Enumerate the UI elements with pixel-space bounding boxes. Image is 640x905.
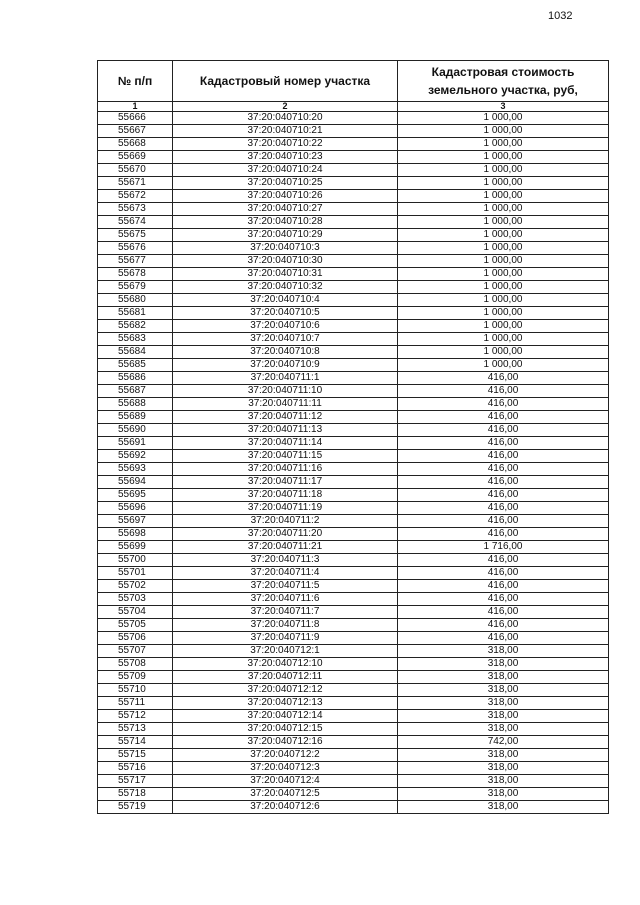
row-number: 55705 <box>98 619 173 632</box>
cadastral-value: 1 000,00 <box>398 203 609 216</box>
row-number: 55670 <box>98 164 173 177</box>
cadastral-number: 37:20:040711:5 <box>173 580 398 593</box>
cadastral-number: 37:20:040710:7 <box>173 333 398 346</box>
cadastral-number: 37:20:040710:21 <box>173 125 398 138</box>
cadastral-value: 416,00 <box>398 489 609 502</box>
table-row <box>98 775 609 788</box>
cadastral-value: 318,00 <box>398 788 609 801</box>
cadastral-number: 37:20:040711:20 <box>173 528 398 541</box>
header-number: № п/п <box>98 61 173 102</box>
table-row <box>98 437 609 450</box>
table-row <box>98 723 609 736</box>
cadastral-number: 37:20:040710:3 <box>173 242 398 255</box>
row-number: 55690 <box>98 424 173 437</box>
cadastral-value: 1 000,00 <box>398 281 609 294</box>
cadastral-number: 37:20:040711:7 <box>173 606 398 619</box>
cadastral-value: 1 000,00 <box>398 320 609 333</box>
table-row <box>98 489 609 502</box>
table-row <box>98 320 609 333</box>
cadastral-value: 1 000,00 <box>398 359 609 372</box>
cadastral-number: 37:20:040711:11 <box>173 398 398 411</box>
cadastral-number: 37:20:040710:30 <box>173 255 398 268</box>
cadastral-value: 1 000,00 <box>398 216 609 229</box>
cadastral-value: 318,00 <box>398 697 609 710</box>
cadastral-value: 1 000,00 <box>398 268 609 281</box>
cadastral-value: 318,00 <box>398 762 609 775</box>
row-number: 55691 <box>98 437 173 450</box>
table-row <box>98 528 609 541</box>
table-row <box>98 164 609 177</box>
cadastral-number: 37:20:040711:4 <box>173 567 398 580</box>
table-row <box>98 255 609 268</box>
table-row <box>98 372 609 385</box>
cadastral-number: 37:20:040711:10 <box>173 385 398 398</box>
cadastral-number: 37:20:040712:1 <box>173 645 398 658</box>
cadastral-value: 1 000,00 <box>398 125 609 138</box>
row-number: 55718 <box>98 788 173 801</box>
cadastral-number: 37:20:040711:13 <box>173 424 398 437</box>
table-row <box>98 515 609 528</box>
cadastral-number: 37:20:040712:4 <box>173 775 398 788</box>
table-row <box>98 385 609 398</box>
header-row <box>98 61 609 102</box>
cadastral-value: 1 000,00 <box>398 190 609 203</box>
table-row <box>98 567 609 580</box>
row-number: 55694 <box>98 476 173 489</box>
row-number: 55673 <box>98 203 173 216</box>
table-row <box>98 554 609 567</box>
cadastral-number: 37:20:040711:6 <box>173 593 398 606</box>
table-row <box>98 359 609 372</box>
cadastral-value: 1 000,00 <box>398 333 609 346</box>
table-row <box>98 671 609 684</box>
cadastral-value: 742,00 <box>398 736 609 749</box>
row-number: 55682 <box>98 320 173 333</box>
cadastral-number: 37:20:040711:1 <box>173 372 398 385</box>
cadastral-number: 37:20:040712:5 <box>173 788 398 801</box>
cadastral-number: 37:20:040710:26 <box>173 190 398 203</box>
cadastral-value: 1 000,00 <box>398 242 609 255</box>
cadastral-number: 37:20:040712:14 <box>173 710 398 723</box>
cadastral-number: 37:20:040711:2 <box>173 515 398 528</box>
cadastral-value: 318,00 <box>398 684 609 697</box>
table-row <box>98 541 609 554</box>
row-number: 55683 <box>98 333 173 346</box>
row-number: 55712 <box>98 710 173 723</box>
table-row <box>98 190 609 203</box>
cadastral-table <box>97 60 609 814</box>
cadastral-number: 37:20:040710:4 <box>173 294 398 307</box>
row-number: 55688 <box>98 398 173 411</box>
cadastral-value: 416,00 <box>398 424 609 437</box>
cadastral-value: 416,00 <box>398 515 609 528</box>
table-row <box>98 476 609 489</box>
table-row <box>98 580 609 593</box>
cadastral-number: 37:20:040710:28 <box>173 216 398 229</box>
row-number: 55674 <box>98 216 173 229</box>
cadastral-number: 37:20:040711:9 <box>173 632 398 645</box>
row-number: 55710 <box>98 684 173 697</box>
table-row <box>98 151 609 164</box>
cadastral-number: 37:20:040712:16 <box>173 736 398 749</box>
cadastral-value: 416,00 <box>398 502 609 515</box>
cadastral-number: 37:20:040710:29 <box>173 229 398 242</box>
table-row <box>98 593 609 606</box>
cadastral-number: 37:20:040711:18 <box>173 489 398 502</box>
table-row <box>98 801 609 814</box>
cadastral-number: 37:20:040710:27 <box>173 203 398 216</box>
table-row <box>98 697 609 710</box>
table-row <box>98 463 609 476</box>
table-row <box>98 268 609 281</box>
row-number: 55714 <box>98 736 173 749</box>
cadastral-value: 416,00 <box>398 580 609 593</box>
cadastral-number: 37:20:040710:6 <box>173 320 398 333</box>
cadastral-value: 1 000,00 <box>398 346 609 359</box>
cadastral-number: 37:20:040711:15 <box>173 450 398 463</box>
cadastral-number: 37:20:040710:24 <box>173 164 398 177</box>
column-number-1: 1 <box>98 102 173 112</box>
row-number: 55697 <box>98 515 173 528</box>
table-row <box>98 307 609 320</box>
cadastral-number: 37:20:040711:17 <box>173 476 398 489</box>
column-number-2: 2 <box>173 102 398 112</box>
row-number: 55685 <box>98 359 173 372</box>
table-row <box>98 658 609 671</box>
cadastral-number: 37:20:040711:12 <box>173 411 398 424</box>
table-row <box>98 632 609 645</box>
row-number: 55687 <box>98 385 173 398</box>
row-number: 55711 <box>98 697 173 710</box>
cadastral-value: 416,00 <box>398 385 609 398</box>
cadastral-value: 416,00 <box>398 398 609 411</box>
cadastral-number: 37:20:040711:21 <box>173 541 398 554</box>
row-number: 55716 <box>98 762 173 775</box>
table-row <box>98 606 609 619</box>
column-number-3: 3 <box>398 102 609 112</box>
table-row <box>98 177 609 190</box>
row-number: 55684 <box>98 346 173 359</box>
cadastral-value: 416,00 <box>398 528 609 541</box>
table-body <box>98 112 609 814</box>
row-number: 55681 <box>98 307 173 320</box>
table-row <box>98 645 609 658</box>
cadastral-value: 416,00 <box>398 619 609 632</box>
cadastral-number: 37:20:040711:3 <box>173 554 398 567</box>
row-number: 55680 <box>98 294 173 307</box>
cadastral-value: 1 000,00 <box>398 151 609 164</box>
table-row <box>98 333 609 346</box>
row-number: 55708 <box>98 658 173 671</box>
header-cadastral-value: Кадастровая стоимость земельного участка, руб, <box>398 61 609 102</box>
cadastral-value: 318,00 <box>398 749 609 762</box>
table-header <box>98 61 609 112</box>
cadastral-value: 318,00 <box>398 723 609 736</box>
row-number: 55677 <box>98 255 173 268</box>
cadastral-number: 37:20:040710:31 <box>173 268 398 281</box>
cadastral-number: 37:20:040710:22 <box>173 138 398 151</box>
row-number: 55669 <box>98 151 173 164</box>
cadastral-number: 37:20:040710:9 <box>173 359 398 372</box>
row-number: 55715 <box>98 749 173 762</box>
row-number: 55707 <box>98 645 173 658</box>
row-number: 55676 <box>98 242 173 255</box>
cadastral-value: 318,00 <box>398 775 609 788</box>
row-number: 55699 <box>98 541 173 554</box>
row-number: 55696 <box>98 502 173 515</box>
row-number: 55692 <box>98 450 173 463</box>
table-row <box>98 736 609 749</box>
cadastral-value: 416,00 <box>398 476 609 489</box>
cadastral-value: 318,00 <box>398 801 609 814</box>
cadastral-value: 416,00 <box>398 437 609 450</box>
table-row <box>98 788 609 801</box>
table-row <box>98 216 609 229</box>
cadastral-value: 416,00 <box>398 450 609 463</box>
cadastral-value: 318,00 <box>398 671 609 684</box>
row-number: 55675 <box>98 229 173 242</box>
row-number: 55713 <box>98 723 173 736</box>
cadastral-value: 1 000,00 <box>398 294 609 307</box>
cadastral-number: 37:20:040712:10 <box>173 658 398 671</box>
row-number: 55706 <box>98 632 173 645</box>
header-cadastral-number: Кадастровый номер участка <box>173 61 398 102</box>
cadastral-number: 37:20:040712:11 <box>173 671 398 684</box>
table-row <box>98 502 609 515</box>
row-number: 55719 <box>98 801 173 814</box>
cadastral-number: 37:20:040710:23 <box>173 151 398 164</box>
table-row <box>98 112 609 125</box>
table-row <box>98 203 609 216</box>
column-numbering-row <box>98 102 609 112</box>
table-row <box>98 229 609 242</box>
table-row <box>98 346 609 359</box>
cadastral-value: 416,00 <box>398 372 609 385</box>
cadastral-value: 416,00 <box>398 567 609 580</box>
row-number: 55667 <box>98 125 173 138</box>
cadastral-value: 416,00 <box>398 593 609 606</box>
cadastral-value: 416,00 <box>398 606 609 619</box>
table-row <box>98 710 609 723</box>
cadastral-value: 416,00 <box>398 411 609 424</box>
cadastral-value: 1 000,00 <box>398 138 609 151</box>
cadastral-number: 37:20:040711:16 <box>173 463 398 476</box>
table-row <box>98 450 609 463</box>
cadastral-value: 1 000,00 <box>398 177 609 190</box>
table-row <box>98 242 609 255</box>
row-number: 55686 <box>98 372 173 385</box>
table-row <box>98 281 609 294</box>
cadastral-number: 37:20:040711:14 <box>173 437 398 450</box>
cadastral-number: 37:20:040712:2 <box>173 749 398 762</box>
row-number: 55693 <box>98 463 173 476</box>
table-row <box>98 619 609 632</box>
row-number: 55700 <box>98 554 173 567</box>
row-number: 55672 <box>98 190 173 203</box>
table-row <box>98 684 609 697</box>
cadastral-value: 1 000,00 <box>398 307 609 320</box>
cadastral-number: 37:20:040710:8 <box>173 346 398 359</box>
cadastral-value: 318,00 <box>398 710 609 723</box>
cadastral-value: 1 716,00 <box>398 541 609 554</box>
table-row <box>98 411 609 424</box>
table-row <box>98 749 609 762</box>
table-row <box>98 762 609 775</box>
table-row <box>98 294 609 307</box>
row-number: 55671 <box>98 177 173 190</box>
cadastral-number: 37:20:040712:6 <box>173 801 398 814</box>
cadastral-value: 1 000,00 <box>398 255 609 268</box>
cadastral-value: 318,00 <box>398 658 609 671</box>
cadastral-value: 1 000,00 <box>398 229 609 242</box>
row-number: 55689 <box>98 411 173 424</box>
table-row <box>98 138 609 151</box>
row-number: 55698 <box>98 528 173 541</box>
cadastral-value: 1 000,00 <box>398 112 609 125</box>
row-number: 55678 <box>98 268 173 281</box>
row-number: 55717 <box>98 775 173 788</box>
table-row <box>98 125 609 138</box>
table-row <box>98 424 609 437</box>
page-number: 1032 <box>548 10 573 22</box>
cadastral-value: 416,00 <box>398 554 609 567</box>
cadastral-number: 37:20:040710:5 <box>173 307 398 320</box>
cadastral-number: 37:20:040711:19 <box>173 502 398 515</box>
cadastral-number: 37:20:040712:3 <box>173 762 398 775</box>
row-number: 55702 <box>98 580 173 593</box>
row-number: 55704 <box>98 606 173 619</box>
cadastral-number: 37:20:040711:8 <box>173 619 398 632</box>
cadastral-number: 37:20:040710:32 <box>173 281 398 294</box>
row-number: 55679 <box>98 281 173 294</box>
row-number: 55709 <box>98 671 173 684</box>
row-number: 55668 <box>98 138 173 151</box>
row-number: 55701 <box>98 567 173 580</box>
table-row <box>98 398 609 411</box>
row-number: 55703 <box>98 593 173 606</box>
cadastral-value: 318,00 <box>398 645 609 658</box>
cadastral-value: 1 000,00 <box>398 164 609 177</box>
cadastral-number: 37:20:040712:12 <box>173 684 398 697</box>
row-number: 55666 <box>98 112 173 125</box>
cadastral-value: 416,00 <box>398 632 609 645</box>
row-number: 55695 <box>98 489 173 502</box>
cadastral-number: 37:20:040710:20 <box>173 112 398 125</box>
cadastral-number: 37:20:040712:15 <box>173 723 398 736</box>
cadastral-number: 37:20:040710:25 <box>173 177 398 190</box>
cadastral-value: 416,00 <box>398 463 609 476</box>
cadastral-number: 37:20:040712:13 <box>173 697 398 710</box>
